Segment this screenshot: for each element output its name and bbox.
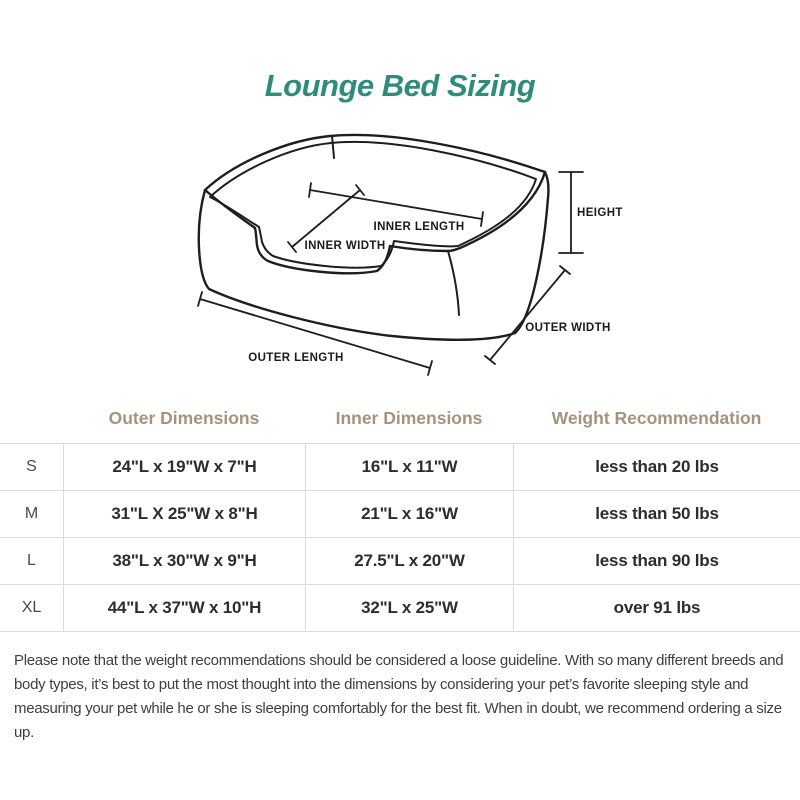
size-label: L [27, 552, 36, 569]
inner-dimensions-value: 16"L x 11"W [305, 444, 513, 490]
weight-recommendation-value: over 91 lbs [513, 585, 800, 631]
bed-rim-outer [205, 135, 545, 273]
inner-length-tick-start [309, 183, 311, 197]
weight-recommendation-value: less than 20 lbs [513, 444, 800, 490]
page-title: Lounge Bed Sizing [264, 68, 536, 103]
table-row-s [0, 444, 800, 491]
weight-recommendation-value: less than 50 lbs [513, 491, 800, 537]
inner-length-label: INNER LENGTH [373, 221, 465, 233]
size-label: M [24, 505, 39, 522]
size-label: S [26, 458, 37, 475]
inner-dimensions-value: 32"L x 25"W [305, 585, 513, 631]
column-header-inner-dimensions: Inner Dimensions [335, 407, 483, 428]
outer-length-label: OUTER LENGTH [248, 352, 344, 364]
column-header-weight-recommendation: Weight Recommendation [551, 407, 762, 428]
inner-dimensions-value: 27.5"L x 20"W [305, 538, 513, 584]
column-header-outer-dimensions: Outer Dimensions [108, 407, 260, 428]
inner-width-line [292, 190, 360, 247]
outer-width-line [490, 270, 565, 360]
table-row-l [0, 538, 800, 585]
outer-dimensions-value: 31"L X 25"W x 8"H [63, 491, 305, 537]
front-corner-seam [448, 251, 459, 315]
height-label: HEIGHT [577, 207, 623, 219]
outer-width-label: OUTER WIDTH [525, 322, 611, 334]
inner-width-label: INNER WIDTH [304, 240, 386, 252]
bed-diagram [130, 120, 660, 385]
size-label: XL [21, 599, 42, 616]
inner-length-tick-end [481, 212, 483, 226]
lounge-bed-illustration [130, 120, 660, 385]
sizing-table [0, 443, 800, 632]
back-corner-seam [332, 136, 334, 158]
outer-dimensions-value: 44"L x 37"W x 10"H [63, 585, 305, 631]
table-row-m [0, 491, 800, 538]
inner-dimensions-value: 21"L x 16"W [305, 491, 513, 537]
weight-guideline-note: Please note that the weight recommendations should be considered a loose guideline. With so many different breeds and body types, it’s best to put the most thought into the dimensions by considering your pet’s favorite sleeping style and measuring your pet while he or she is sleeping comfortably for the best fit. When in doubt, we recommend ordering a size up. [14, 652, 784, 741]
outer-dimensions-value: 24"L x 19"W x 7"H [63, 444, 305, 490]
sizing-table-header [0, 402, 800, 434]
table-row-xl [0, 585, 800, 632]
outer-dimensions-value: 38"L x 30"W x 9"H [63, 538, 305, 584]
weight-recommendation-value: less than 90 lbs [513, 538, 800, 584]
inner-length-line [310, 190, 482, 219]
